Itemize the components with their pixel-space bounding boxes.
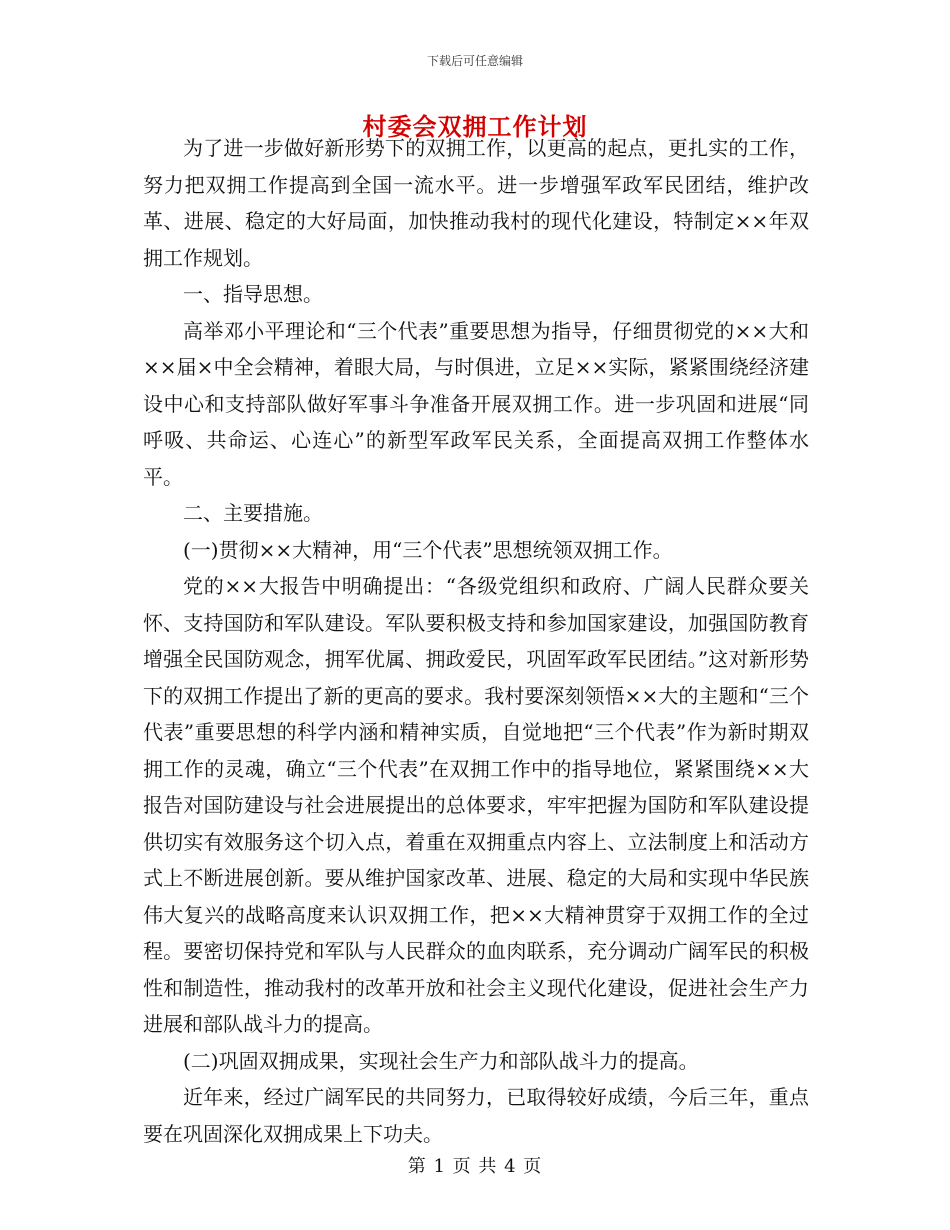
document-title: 村委会双拥工作计划 bbox=[362, 112, 588, 141]
paragraph-measure-2: 近年来，经过广阔军民的共同努力，已取得较好成绩，今后三年，重点要在巩固深化双拥成果上下功夫。 bbox=[143, 1085, 809, 1146]
paragraph-guiding-thought: 高举邓小平理论和“三个代表”重要思想为指导，仔细贯彻党的××大和××届×中全会精神，着眼大局，与时俱进，立足××实际，紧紧围绕经济建设中心和支持部队做好军事斗争准备开展双拥工作。进一步巩固和进展“同呼吸、共命运、心连心”的新型军政军民关系，全面提高双拥工作整体水平。 bbox=[143, 318, 809, 489]
section-heading-main-measures: 二、主要措施。 bbox=[183, 501, 323, 525]
document-body bbox=[143, 130, 809, 1152]
page-footer: 第 1 页 共 4 页 bbox=[407, 1156, 543, 1177]
paragraph-intro: 为了进一步做好新形势下的双拥工作，以更高的起点，更扎实的工作，努力把双拥工作提高到全国一流水平。进一步增强军政军民团结，维护改革、进展、稳定的大好局面，加快推动我村的现代化建设，特制定××年双拥工作规划。 bbox=[143, 136, 809, 270]
subheading-measure-2: (二)巩固双拥成果，实现社会生产力和部队战斗力的提高。 bbox=[183, 1048, 699, 1073]
subheading-measure-1: (一)贯彻××大精神，用“三个代表”思想统领双拥工作。 bbox=[183, 537, 673, 562]
paragraph-measure-1: 党的××大报告中明确提出：“各级党组织和政府、广阔人民群众要关怀、支持国防和军队建设。军队要积极支持和参加国家建设，加强国防教育增强全民国防观念，拥军优属、拥政爱民，巩固军政军民团结。”这对新形势下的双拥工作提出了新的更高的要求。我村要深刻领悟××大的主题和“三个代表”重要思想的科学内涵和精神实质，自觉地把“三个代表”作为新时期双拥工作的灵魂，确立“三个代表”在双拥工作中的指导地位，紧紧围绕××大报告对国防建设与社会进展提出的总体要求，牢牢把握为国防和军队建设提供切实有效服务这个切入点，着重在双拥重点内容上、立法制度上和活动方式上不断进展创新。要从维护国家改革、进展、稳定的大局和实现中华民族伟大复兴的战略高度来认识双拥工作，把××大精神贯穿于双拥工作的全过程。要密切保持党和军队与人民群众的血肉联系，充分调动广阔军民的积极性和制造性，推动我村的改革开放和社会主义现代化建设，促进社会生产力进展和部队战斗力的提高。 bbox=[143, 574, 809, 1036]
section-heading-guiding-thought: 一、指导思想。 bbox=[183, 282, 323, 306]
header-note: 下载后可任意编辑 bbox=[426, 54, 523, 68]
